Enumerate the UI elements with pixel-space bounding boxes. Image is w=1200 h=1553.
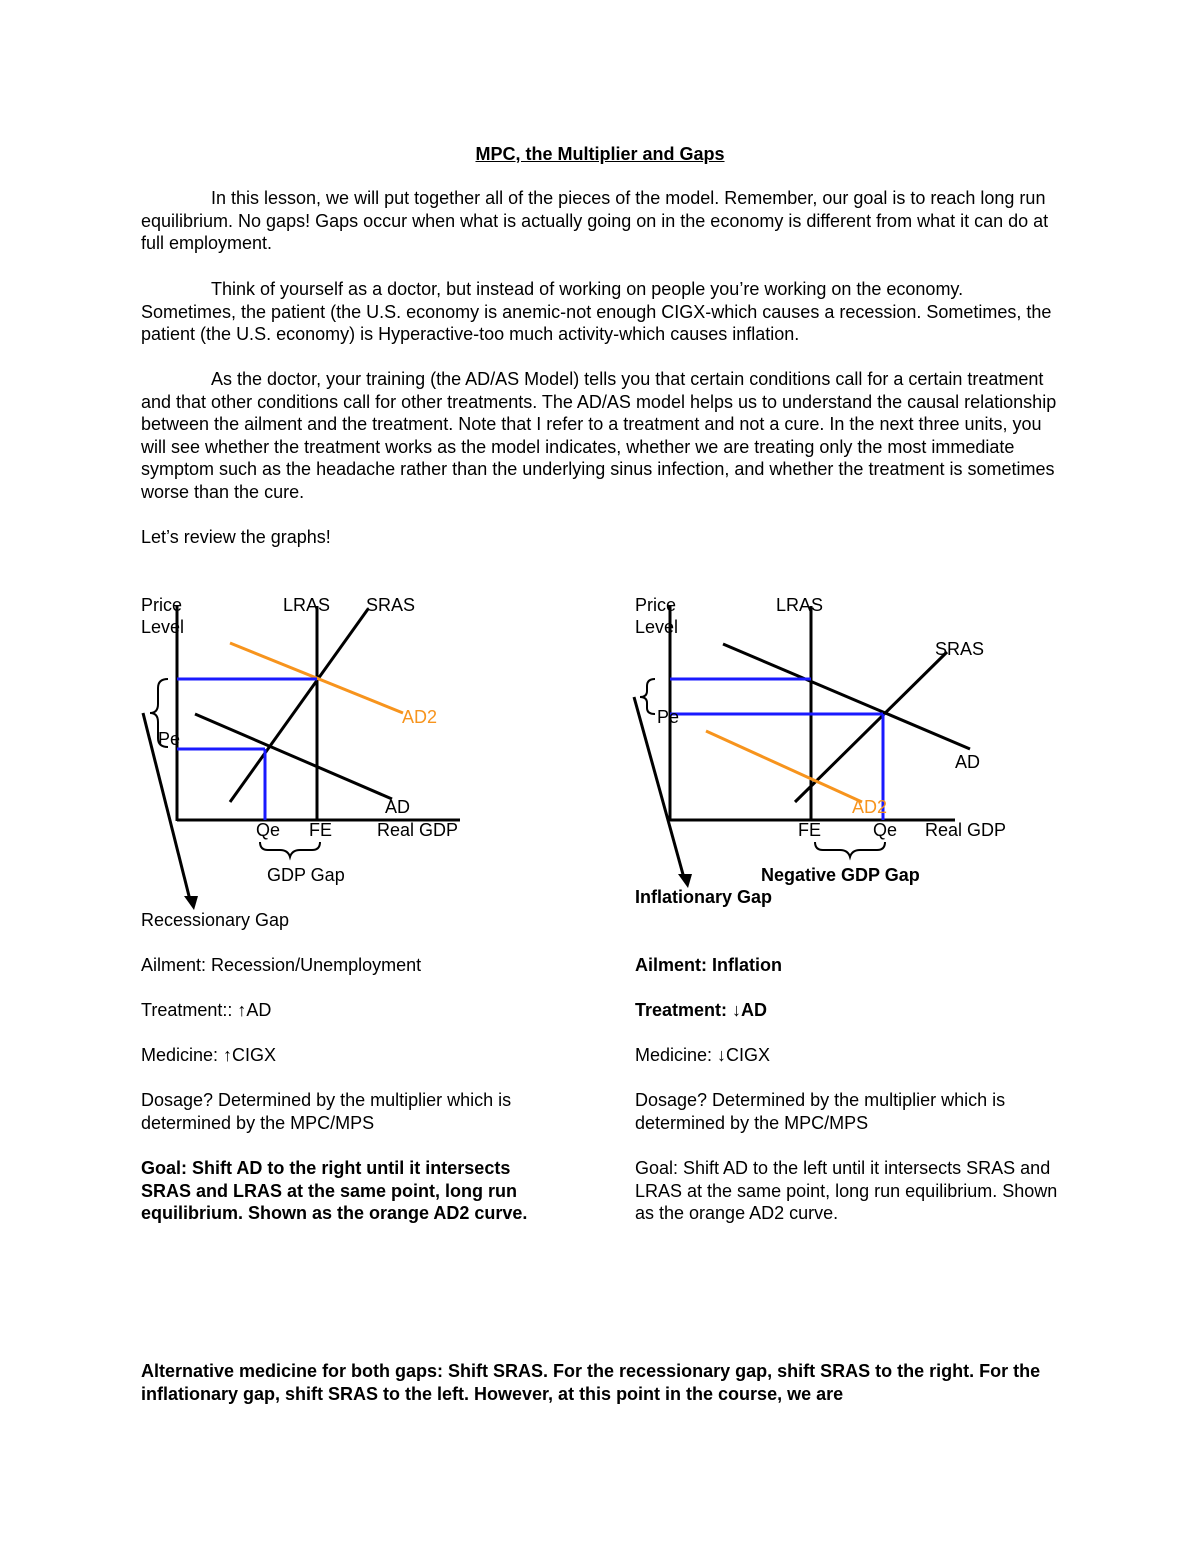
doctor-paragraph-text: Think of yourself as a doctor, but instead of working on people you’re working on the economy. Sometimes, the patient (the U.S. economy is anemic-not enough CIGX-which causes a recession. Sometimes, the patient (the U.S. economy) is Hyperactive-too much activity-which causes inflation. (141, 279, 1052, 345)
right-ailment: Ailment: Inflation (635, 955, 782, 975)
left-medicine: Medicine: ↑CIGX (141, 1045, 277, 1065)
left-treatment: Treatment:: ↑AD (141, 1000, 272, 1020)
right-gdp-brace (815, 842, 885, 857)
left-x-axis-label: Real GDP (377, 820, 459, 840)
right-qe-label: Qe (873, 820, 898, 840)
document-title: MPC, the Multiplier and Gaps (475, 144, 725, 164)
inflationary-gap-label: Inflationary Gap (635, 887, 773, 907)
right-goal: Goal: Shift AD to the left until it intersects SRAS and LRAS at the same point, long run equilibrium. Shown as the orange AD2 curve. (635, 1158, 1058, 1224)
left-lras-label: LRAS (283, 595, 331, 615)
right-price-brace (640, 679, 655, 714)
left-sras-label: SRAS (366, 595, 416, 615)
left-ad-label: AD (385, 797, 411, 817)
left-y-label-level: Level (141, 617, 185, 637)
right-treatment: Treatment: ↓AD (635, 1000, 768, 1020)
right-lras-label: LRAS (776, 595, 824, 615)
right-dosage: Dosage? Determined by the multiplier which is determined by the MPC/MPS (635, 1090, 1006, 1133)
left-goal: Goal: Shift AD to the right until it intersects SRAS and LRAS at the same point, long run equilibrium. Shown as the orange AD2 curve. (141, 1158, 528, 1224)
right-pe-label: Pe (657, 707, 680, 727)
right-gdp-gap-label: Negative GDP Gap (761, 865, 920, 885)
left-gdp-gap-label: GDP Gap (267, 865, 345, 885)
right-sras-label: SRAS (935, 639, 985, 659)
left-pe-label: Pe (158, 729, 181, 749)
left-ad2-label: AD2 (402, 707, 438, 727)
right-y-label-price: Price (635, 595, 677, 615)
right-fe-label: FE (798, 820, 822, 840)
left-qe-label: Qe (256, 820, 281, 840)
right-ad-label: AD (955, 752, 981, 772)
right-x-axis-label: Real GDP (925, 820, 1007, 840)
right-ad-line (723, 644, 970, 749)
right-medicine: Medicine: ↓CIGX (635, 1045, 771, 1065)
right-ad2-label: AD2 (852, 797, 888, 817)
right-y-label-level: Level (635, 617, 679, 637)
intro-paragraph-text: In this lesson, we will put together all of the pieces of the model. Remember, our goal is to reach long run equilibrium. No gaps! Gaps occur when what is actually going on in the economy is different from what it can do at full employment. (141, 188, 1049, 254)
right-ad2-line (706, 731, 862, 802)
model-paragraph-text: As the doctor, your training (the AD/AS Model) tells you that certain conditions call for a certain treatment and that other conditions call for other treatments. The AD/AS model helps us to understand the causal relationship between the ailment and the treatment. Note that I refer to a treatment and not a cure. In the next three units, you will see whether the treatment works as the model indicates, whether we are treating only the most immediate symptom such as the headache rather than the underlying sinus infection, and whether the treatment is sometimes worse than the cure. (141, 369, 1057, 502)
review-line: Let’s review the graphs! (141, 527, 331, 547)
recessionary-gap-label: Recessionary Gap (141, 910, 290, 930)
left-fe-label: FE (309, 820, 333, 840)
left-ailment: Ailment: Recession/Unemployment (141, 955, 422, 975)
left-y-label-price: Price (141, 595, 183, 615)
right-sras-line (795, 652, 947, 802)
left-dosage: Dosage? Determined by the multiplier which is determined by the MPC/MPS (141, 1090, 512, 1133)
alternative-medicine-paragraph: Alternative medicine for both gaps: Shift SRAS. For the recessionary gap, shift SRAS to the right. For the inflationary gap, shift SRAS to the left. However, at this point in the course, we are (141, 1361, 1041, 1404)
